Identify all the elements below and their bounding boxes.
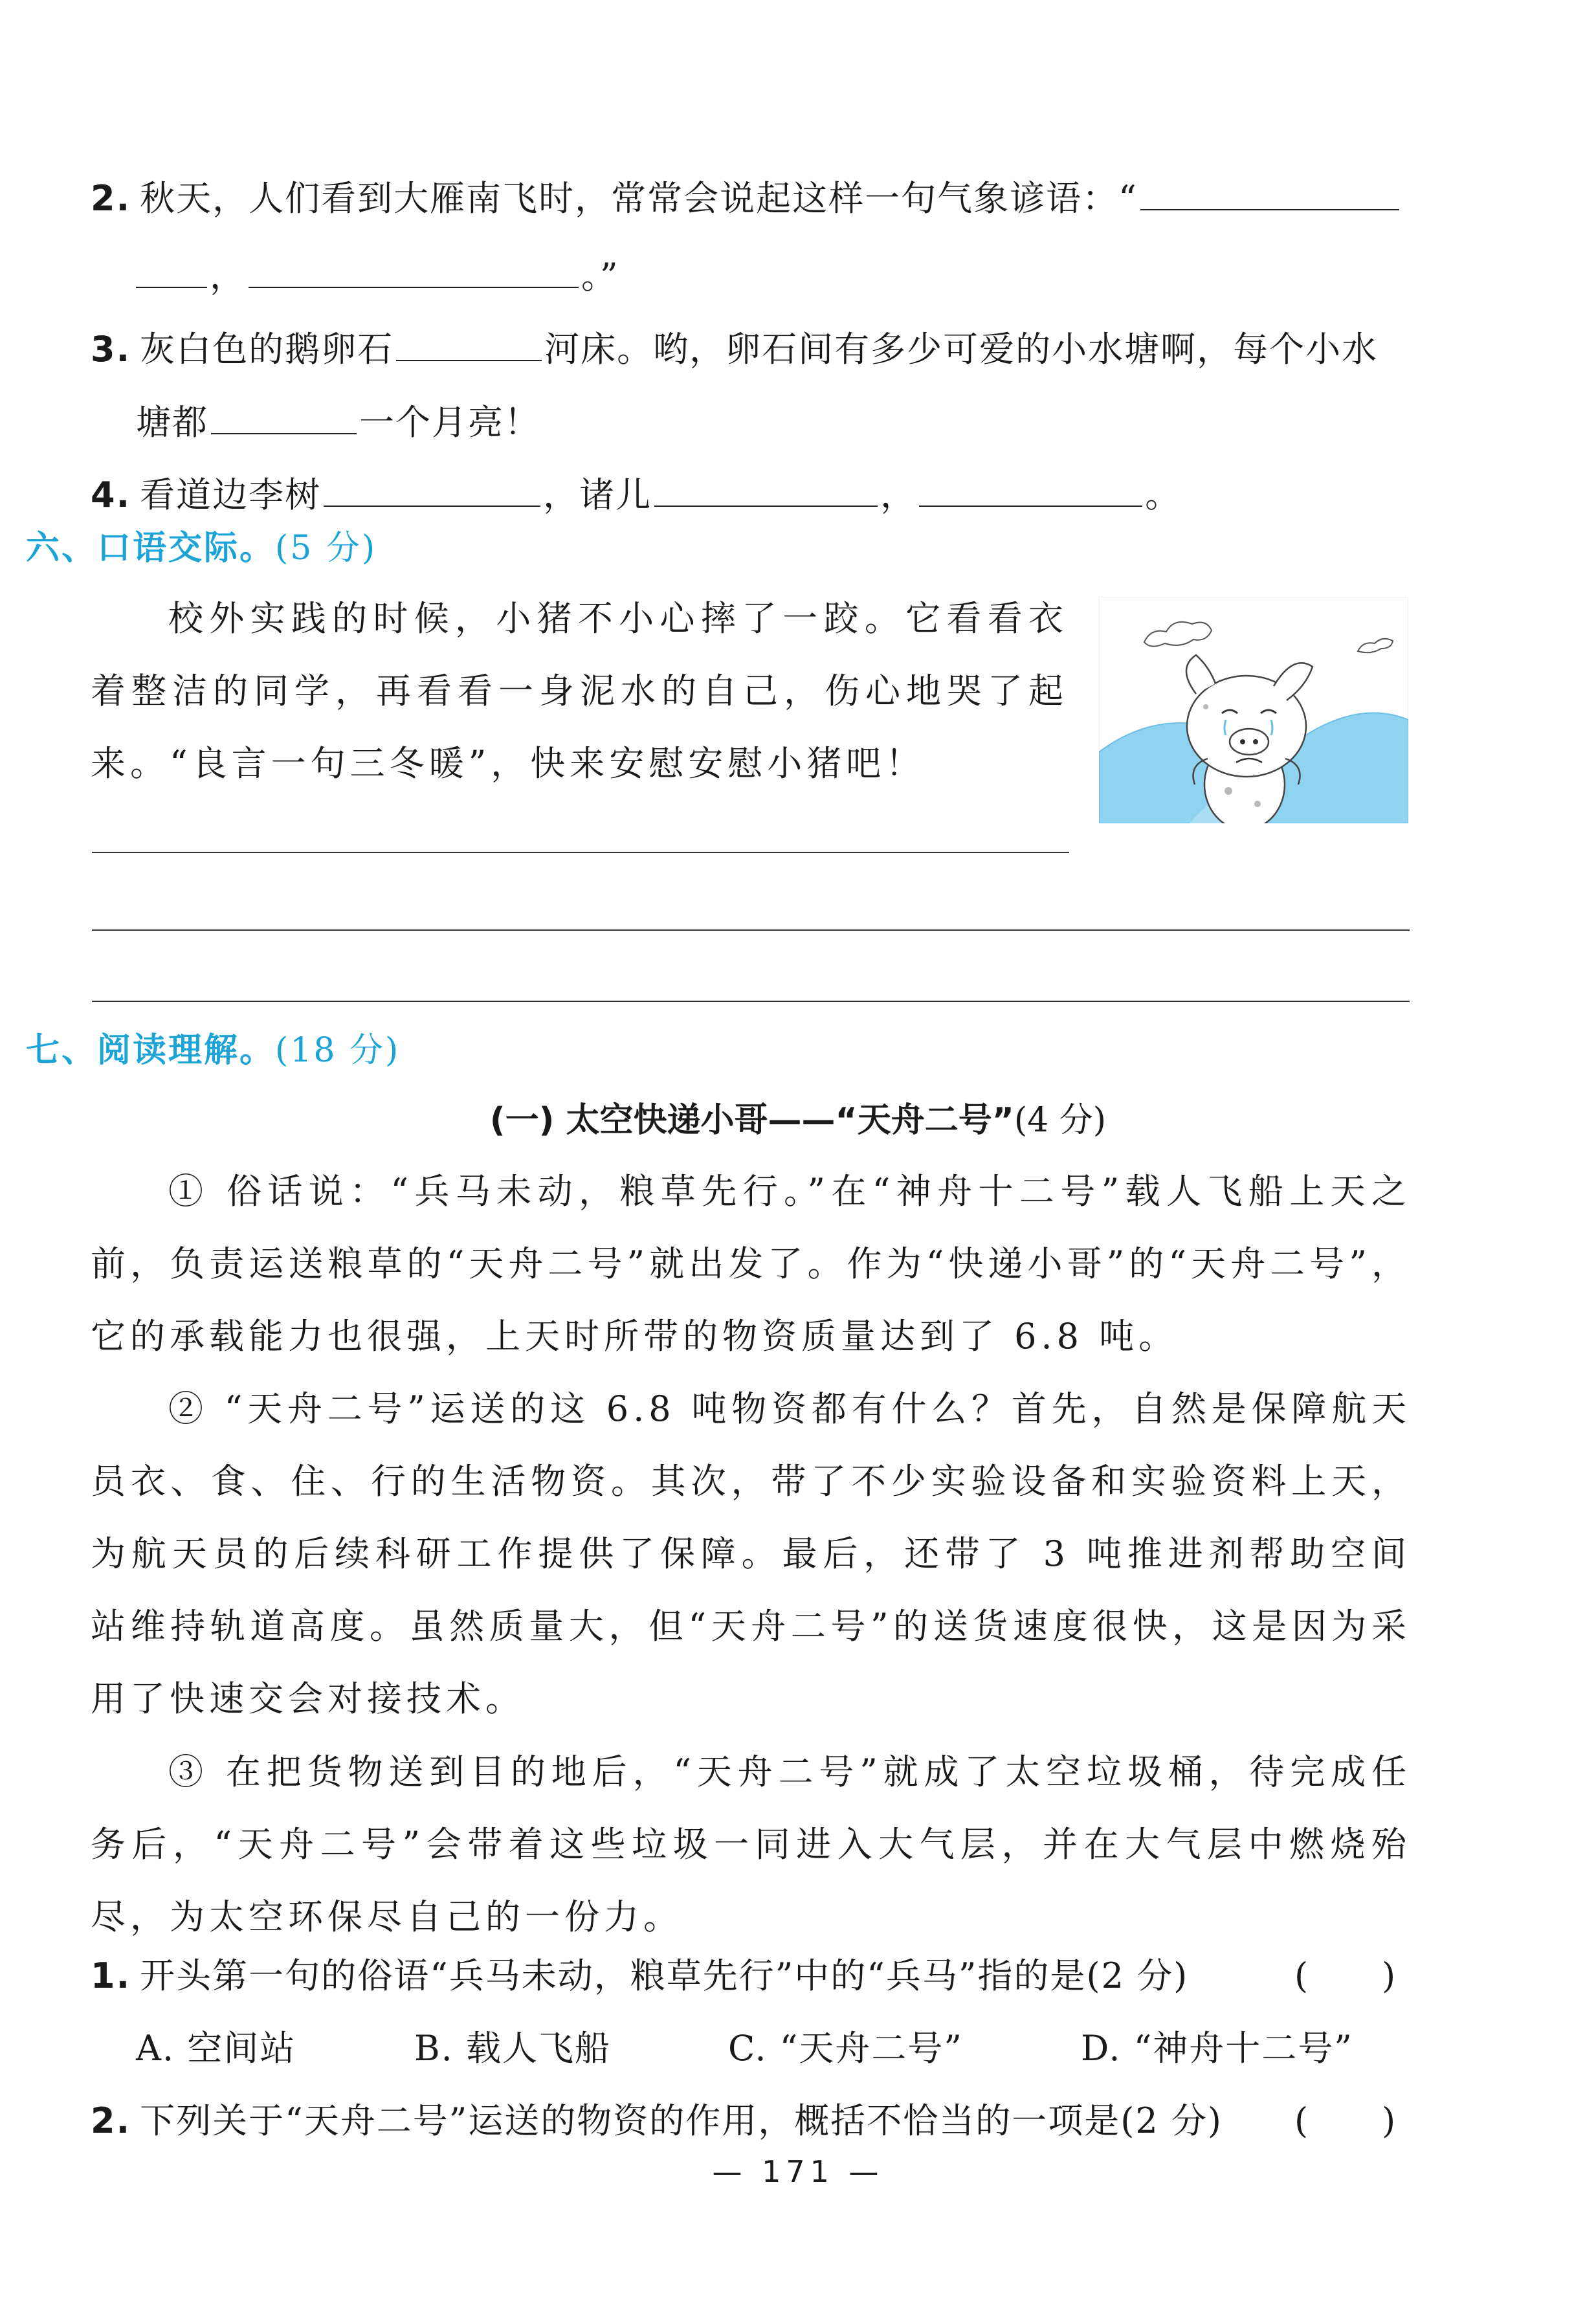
passage-title-text: (一) 太空快递小哥——“天舟二号”: [489, 1101, 1014, 1140]
answer-blank[interactable]: [1140, 178, 1399, 210]
section-label: 七、阅读理解。: [26, 1031, 276, 1070]
answer-blank[interactable]: [654, 474, 878, 507]
question-3-line-1: [91, 327, 1378, 372]
question-number: 1.: [91, 1955, 131, 1996]
punctuation: ，: [880, 474, 917, 515]
question-text: 秋天，人们看到大雁南飞时，常常会说起这样一句气象谚语：“: [140, 178, 1138, 219]
option-b[interactable]: B. 载人飞船: [414, 2028, 612, 2069]
answer-line[interactable]: [92, 929, 1410, 931]
section-6-prompt: 校外实践的时候，小猪不小心摔了一跤。它看看衣着整洁的同学，再看看一身泥水的自己，伤心地哭了起来。“良言一句三冬暖”，快来安慰安慰小猪吧！: [91, 598, 1068, 784]
reading-question-2: [91, 2098, 1223, 2144]
option-d[interactable]: D. “神舟十二号”: [1081, 2028, 1353, 2069]
punctuation: 。: [1145, 474, 1182, 515]
answer-blank[interactable]: [324, 474, 540, 507]
passage-title: [0, 1098, 1596, 1143]
answer-parentheses[interactable]: ( ): [1294, 1955, 1397, 1996]
section-6-heading: [26, 526, 377, 571]
question-number: 3.: [91, 329, 131, 370]
question-number: 2.: [91, 2100, 131, 2141]
answer-line[interactable]: [92, 852, 1069, 853]
question-text: ，诸儿: [543, 474, 652, 515]
question-text: 下列关于“天舟二号”运送的物资的作用，概括不恰当的一项是(2 分): [140, 2100, 1223, 2141]
passage-paragraph-1: ① 俗话说：“兵马未动，粮草先行。”在“神舟十二号”载人飞船上天之前，负责运送粮草的“天舟二号”就出发了。作为“快递小哥”的“天舟二号”，它的承载能力也很强，上天时所带的物资质量达到了 6.8 吨。: [91, 1171, 1411, 1357]
answer-blank[interactable]: [396, 329, 542, 361]
punctuation: 。”: [581, 256, 619, 296]
passage-paragraph-2: ② “天舟二号”运送的这 6.8 吨物资都有什么？首先，自然是保障航天员衣、食、住、行的生活物资。其次，带了不少实验设备和实验资料上天，为航天员的后续科研工作提供了保障。最后，还带了 3 吨推进剂帮助空间站维持轨道高度。虽然质量大，但“天舟二号”的送货速度很快，这是因为采用了快速交会对接技术。: [91, 1388, 1411, 1719]
section-points: (5 分): [275, 529, 377, 568]
section-points: (18 分): [275, 1031, 401, 1070]
passage-paragraph-3: ③ 在把货物送到目的地后，“天舟二号”就成了太空垃圾桶，待完成任务后，“天舟二号”会带着这些垃圾一同进入大气层，并在大气层中燃烧殆尽，为太空环保尽自己的一份力。: [91, 1751, 1411, 1937]
question-number: 4.: [91, 474, 131, 515]
section-label: 六、口语交际。: [26, 529, 276, 568]
question-text: 一个月亮！: [359, 402, 540, 443]
answer-line[interactable]: [92, 1001, 1410, 1002]
answer-parentheses[interactable]: ( ): [1294, 2100, 1397, 2141]
question-3-line-2: [136, 400, 540, 445]
answer-blank[interactable]: [249, 256, 579, 288]
option-c[interactable]: C. “天舟二号”: [728, 2028, 963, 2069]
question-2-line-2: [136, 254, 619, 299]
question-text: 塘都: [136, 402, 208, 443]
crying-pig-illustration: [1099, 597, 1408, 823]
section-7-heading: [26, 1028, 400, 1073]
question-number: 2.: [91, 178, 131, 219]
question-text: 河床。哟，卵石间有多少可爱的小水塘啊，每个小水: [544, 329, 1379, 370]
option-a[interactable]: A. 空间站: [136, 2028, 296, 2069]
question-2-line-1: [91, 176, 1402, 221]
answer-blank[interactable]: [136, 256, 207, 288]
reading-question-1: [91, 1953, 1188, 1999]
question-text: 开头第一句的俗语“兵马未动，粮草先行”中的“兵马”指的是(2 分): [140, 1955, 1189, 1996]
passage-points: (4 分): [1014, 1101, 1107, 1140]
answer-blank[interactable]: [919, 474, 1142, 507]
page-number: — 171 —: [712, 2154, 884, 2189]
question-text: 灰白色的鹅卵石: [140, 329, 394, 370]
punctuation: ，: [210, 256, 246, 296]
question-text: 看道边李树: [140, 474, 322, 515]
answer-blank[interactable]: [211, 402, 357, 434]
question-4: [91, 472, 1181, 518]
